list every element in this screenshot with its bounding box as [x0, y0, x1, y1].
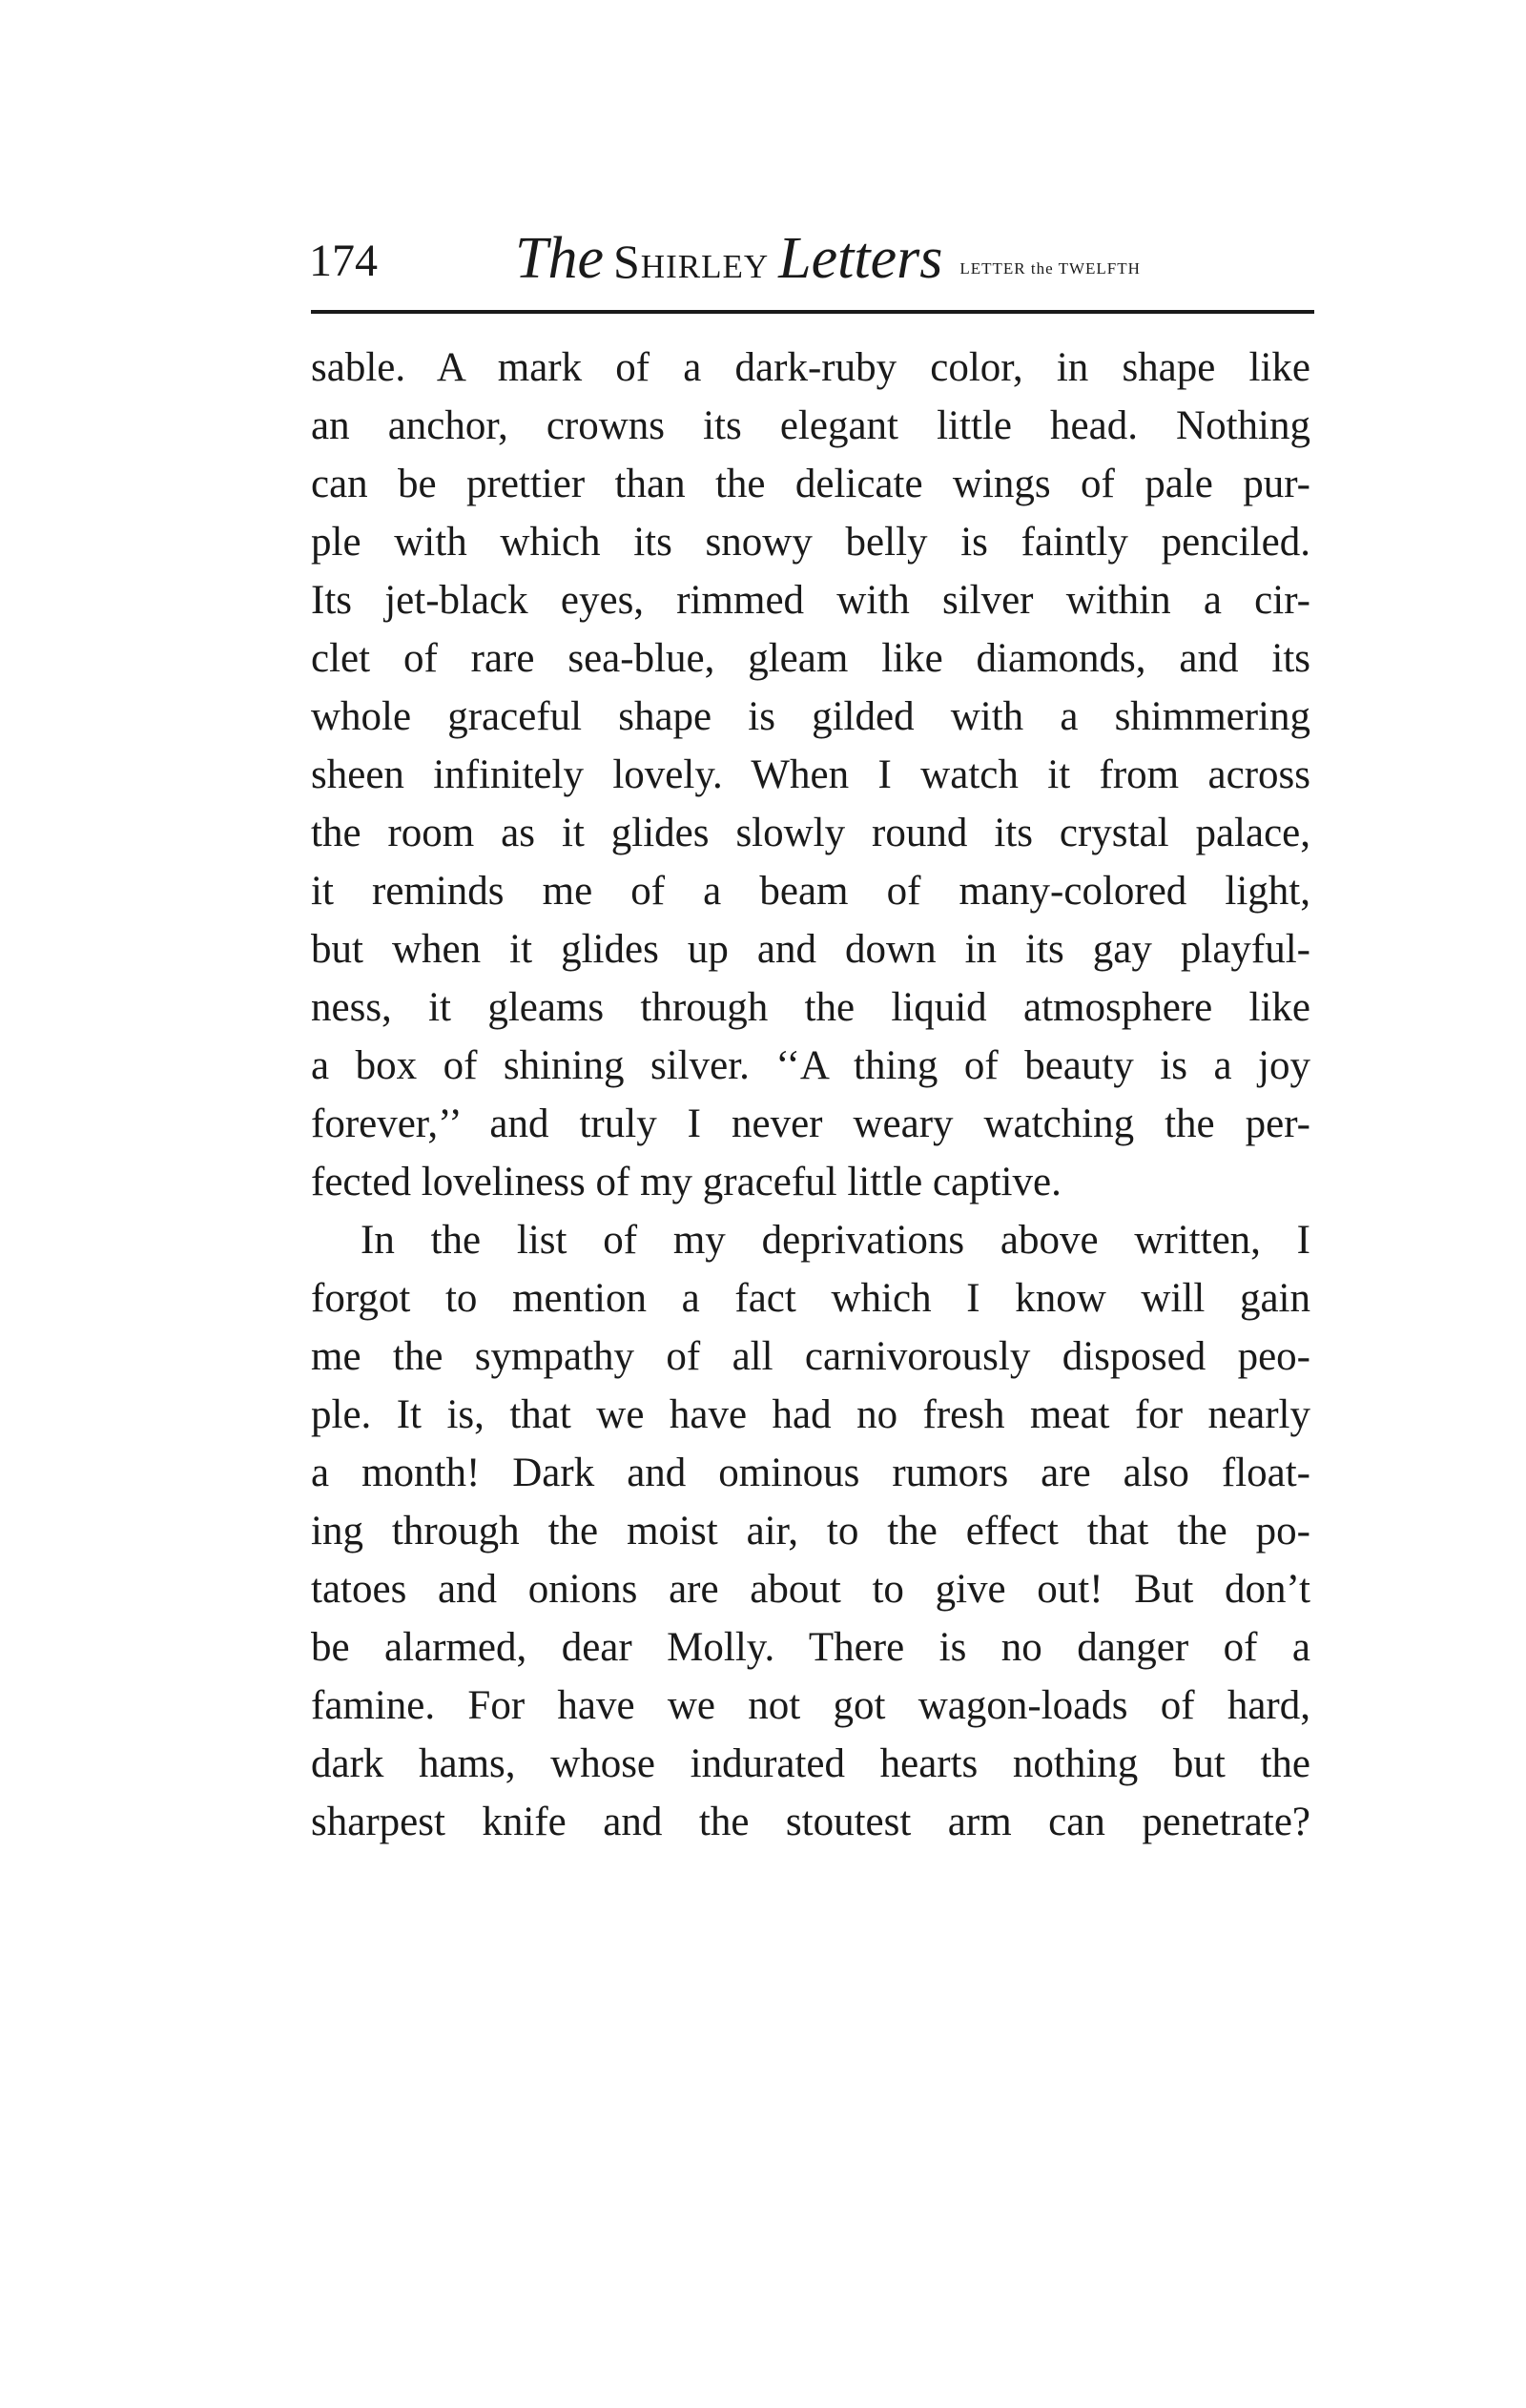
paragraph-1 — [311, 339, 1310, 1211]
text-line: sheen infinitely lovely. When I watch it from across — [311, 752, 1310, 797]
text-line: a box of shining silver. ‘‘A thing of beauty is a joy — [311, 1043, 1310, 1088]
text-line: ing through the moist air, to the effect that the po- — [311, 1509, 1310, 1554]
text-line: whole graceful shape is gilded with a shimmering — [311, 694, 1310, 739]
text-line: ple with which its snowy belly is faintly penciled. — [311, 520, 1310, 565]
text-line: sharpest knife and the stoutest arm can penetrate? — [311, 1800, 1310, 1844]
title-shirley: Shirley — [613, 235, 770, 288]
text-line: be alarmed, dear Molly. There is no danger of a — [311, 1625, 1310, 1670]
title-letters: Letters — [778, 226, 943, 291]
text-line: dark hams, whose indurated hearts nothing but the — [311, 1741, 1310, 1786]
text-line: but when it glides up and down in its gay playful- — [311, 927, 1310, 972]
title-the: The — [515, 226, 604, 291]
running-header — [307, 225, 1318, 301]
text-line: me the sympathy of all carnivorously disposed peo- — [311, 1334, 1310, 1379]
text-line: tatoes and onions are about to give out! But don’t — [311, 1567, 1310, 1612]
page-number: 174 — [309, 236, 378, 286]
running-title — [515, 225, 1141, 293]
text-line: famine. For have we not got wagon-loads of hard, — [311, 1683, 1310, 1728]
text-line: it reminds me of a beam of many-colored light, — [311, 869, 1310, 914]
text-line: ple. It is, that we have had no fresh meat for nearly — [311, 1392, 1310, 1437]
header-rule — [311, 310, 1314, 314]
text-line: ness, it gleams through the liquid atmosphere like — [311, 985, 1310, 1030]
running-subtitle: LETTER the TWELFTH — [959, 259, 1141, 278]
text-line: forgot to mention a fact which I know will gain — [311, 1276, 1310, 1321]
text-line: forever,’’ and truly I never weary watching the per- — [311, 1101, 1310, 1146]
text-line: can be prettier than the delicate wings of pale pur- — [311, 462, 1310, 506]
text-line: Its jet-black eyes, rimmed with silver within a cir- — [311, 578, 1310, 623]
text-line: In the list of my deprivations above written, I — [361, 1218, 1310, 1263]
text-line: fected loveliness of my graceful little captive. — [311, 1160, 1062, 1204]
body-text — [311, 339, 1310, 1851]
text-line: the room as it glides slowly round its crystal palace, — [311, 811, 1310, 855]
text-line: a month! Dark and ominous rumors are also float- — [311, 1451, 1310, 1495]
paragraph-2 — [311, 1211, 1310, 1851]
text-line: an anchor, crowns its elegant little head. Nothing — [311, 403, 1310, 448]
text-line: sable. A mark of a dark-ruby color, in shape like — [311, 345, 1310, 390]
text-line: clet of rare sea-blue, gleam like diamonds, and its — [311, 636, 1310, 681]
